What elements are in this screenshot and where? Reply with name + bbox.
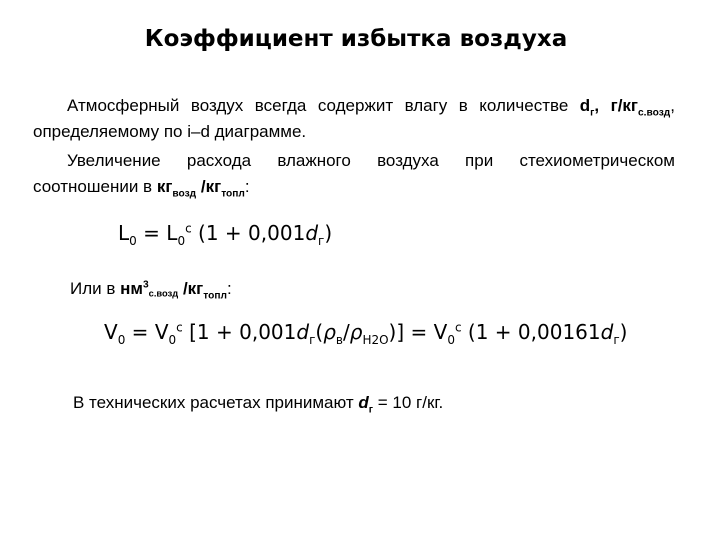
symbol: L bbox=[166, 221, 178, 245]
expression: (1 + 0,00161 bbox=[461, 320, 601, 344]
symbol: L bbox=[118, 221, 130, 245]
superscript: 3 bbox=[142, 279, 149, 291]
unit: кг bbox=[187, 279, 204, 298]
slash: / bbox=[178, 279, 188, 298]
d-symbol: d bbox=[579, 96, 591, 115]
formula-v0 bbox=[104, 320, 628, 347]
symbol: d bbox=[358, 393, 369, 412]
colon: : bbox=[244, 177, 250, 196]
comma: , bbox=[594, 96, 600, 115]
unit-subscript: топл bbox=[221, 188, 245, 200]
subscript: г bbox=[613, 333, 620, 347]
symbol: V bbox=[433, 320, 448, 344]
expression: ) bbox=[619, 320, 628, 344]
expression: ( bbox=[315, 320, 324, 344]
expression: [1 + 0,001 bbox=[182, 320, 297, 344]
symbol: d bbox=[600, 320, 614, 344]
symbol: ρ bbox=[323, 320, 336, 344]
subscript: г bbox=[368, 404, 374, 416]
unit-kg: кг bbox=[156, 177, 173, 196]
subscript: с.возд bbox=[148, 288, 179, 299]
subscript: H2O bbox=[362, 333, 389, 347]
paragraph-technical bbox=[73, 390, 443, 416]
operator: = bbox=[125, 320, 155, 344]
symbol: V bbox=[154, 320, 169, 344]
subscript: в bbox=[335, 333, 343, 347]
unit: г/кг bbox=[610, 96, 639, 115]
superscript: с bbox=[185, 221, 192, 236]
subscript: 0 bbox=[177, 234, 186, 248]
symbol: V bbox=[104, 320, 118, 344]
slide-title: Коэффициент избытка воздуха bbox=[144, 26, 568, 52]
subscript: г bbox=[318, 234, 325, 248]
expression: ) bbox=[324, 221, 333, 245]
expression: )] = bbox=[388, 320, 434, 344]
expression: (1 + 0,001 bbox=[191, 221, 306, 245]
unit: нм bbox=[120, 279, 143, 298]
text: , определяемому по i–d диаграмме. bbox=[33, 96, 675, 141]
subscript: г bbox=[309, 333, 316, 347]
subscript: топл bbox=[203, 290, 227, 302]
subscript: 0 bbox=[447, 333, 455, 347]
colon: : bbox=[226, 279, 232, 298]
operator: = bbox=[136, 221, 167, 245]
text: Увеличение расхода влажного воздуха при стехиометрическом соотношении в bbox=[33, 151, 675, 196]
slash: / bbox=[196, 177, 206, 196]
symbol: d bbox=[305, 221, 319, 245]
text: = 10 г/кг. bbox=[373, 393, 444, 412]
superscript: с bbox=[454, 320, 462, 335]
unit-kg: кг bbox=[205, 177, 222, 196]
symbol: ρ bbox=[349, 320, 363, 344]
subscript: 0 bbox=[117, 333, 126, 347]
unit-subscript: возд bbox=[172, 188, 197, 200]
unit-subscript: с.возд bbox=[638, 107, 671, 119]
subscript: 0 bbox=[129, 234, 137, 248]
symbol: d bbox=[296, 320, 310, 344]
text: В технических расчетах принимают bbox=[73, 393, 359, 412]
formula-l0 bbox=[118, 221, 333, 248]
operator: / bbox=[342, 320, 350, 344]
text: Атмосферный воздух всегда содержит влагу в количестве bbox=[67, 96, 580, 115]
paragraph-or-in bbox=[70, 276, 232, 302]
superscript: с bbox=[176, 320, 183, 335]
d-subscript: г bbox=[590, 107, 595, 119]
paragraph-increase bbox=[33, 148, 675, 200]
text: Или в bbox=[70, 279, 121, 298]
subscript: 0 bbox=[168, 333, 177, 347]
paragraph-moisture bbox=[33, 93, 675, 145]
